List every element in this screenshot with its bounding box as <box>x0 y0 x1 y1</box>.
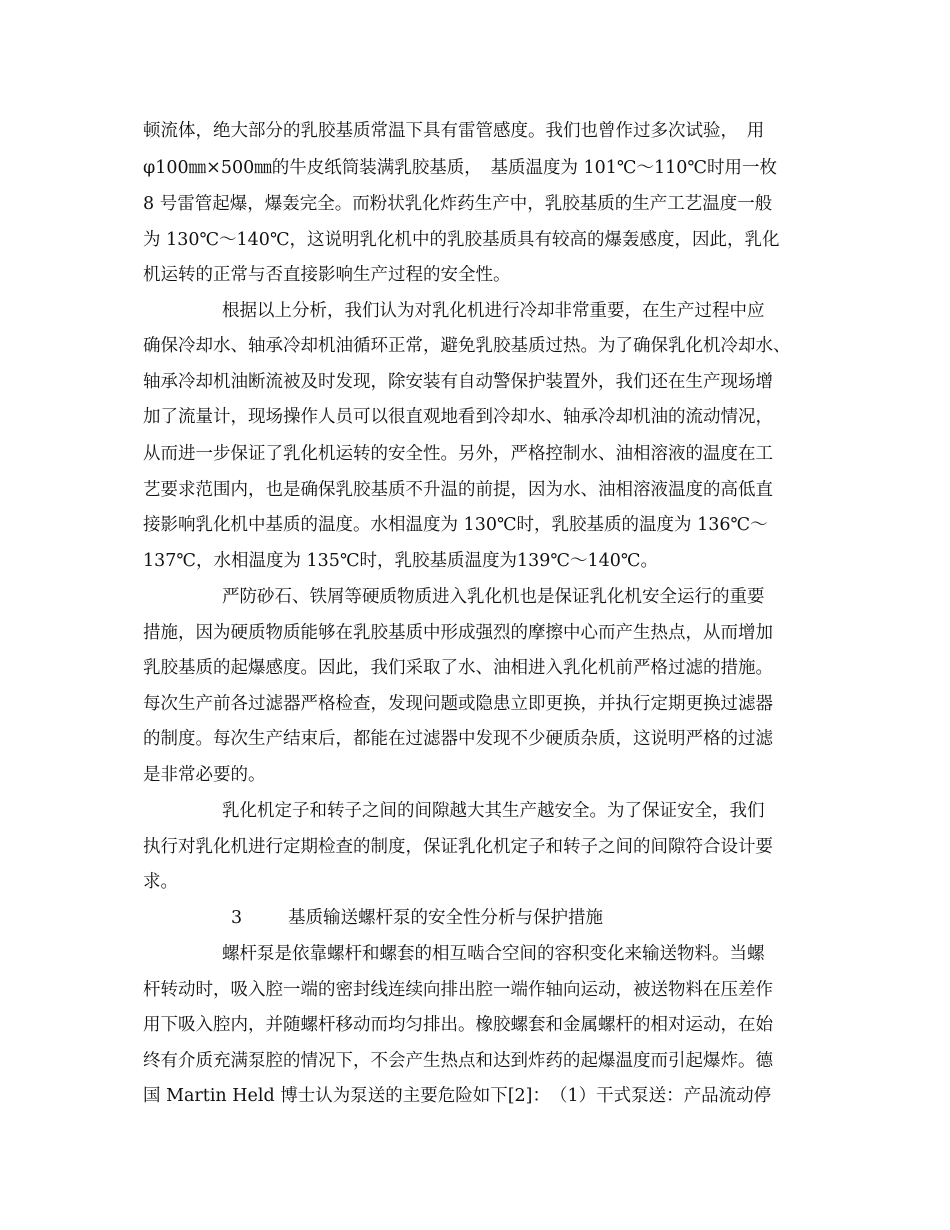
text-line: 艺要求范围内，也是确保乳胶基质不升温的前提，因为水、油相溶液温度的高低直 <box>143 480 773 500</box>
text-line: 根据以上分析，我们认为对乳化机进行冷却非常重要，在生产过程中应 <box>222 301 765 321</box>
text-line: 的制度。每次生产结束后，都能在过滤器中发现不少硬质杂质，这说明严格的过滤 <box>143 729 773 749</box>
text-line: 顿流体，绝大部分的乳胶基质常温下具有雷管感度。我们也曾作过多次试验， 用 <box>143 121 765 141</box>
text-line: 每次生产前各过滤器严格检查，发现问题或隐患立即更换，并执行定期更换过滤器 <box>143 694 773 714</box>
text-line: 为 130℃～140℃，这说明乳化机中的乳胶基质具有较高的爆轰感度，因此，乳化 <box>143 230 780 250</box>
text-line: 137℃，水相温度为 135℃时，乳胶基质温度为139℃～140℃。 <box>143 551 658 571</box>
section-title: 基质输送螺杆泵的安全性分析与保护措施 <box>288 908 603 928</box>
text-line: 是非常必要的。 <box>143 765 266 785</box>
text-line: 求。 <box>143 872 178 892</box>
text-line: 终有介质充满泵腔的情况下，不会产生热点和达到炸药的起爆温度而引起爆炸。德 <box>143 1051 773 1071</box>
text-line: 轴承冷却机油断流被及时发现，除安装有自动警保护装置外，我们还在生产现场增 <box>143 372 773 392</box>
text-line: 用下吸入腔内，并随螺杆移动而均匀排出。橡胶螺套和金属螺杆的相对运动，在始 <box>143 1015 773 1035</box>
section-number: 3 <box>231 908 243 928</box>
text-line: 螺杆泵是依靠螺杆和螺套的相互啮合空间的容积变化来输送物料。当螺 <box>222 944 765 964</box>
text-line: 加了流量计，现场操作人员可以很直观地看到冷却水、轴承冷却机油的流动情况， <box>143 407 773 427</box>
text-line: 8 号雷管起爆，爆轰完全。而粉状乳化炸药生产中，乳胶基质的生产工艺温度一般 <box>143 194 773 214</box>
text-line: 确保冷却水、轴承冷却机油循环正常，避免乳胶基质过热。为了确保乳化机冷却水、 <box>143 336 791 356</box>
text-line: 乳化机定子和转子之间的间隙越大其生产越安全。为了保证安全，我们 <box>222 801 765 821</box>
text-line: 国 Martin Held 博士认为泵送的主要危险如下[2]： （1）干式泵送：产品流动停 <box>143 1086 772 1106</box>
text-line: 机运转的正常与否直接影响生产过程的安全性。 <box>143 265 511 285</box>
text-line: 乳胶基质的起爆感度。因此，我们采取了水、油相进入乳化机前严格过滤的措施。 <box>143 658 773 678</box>
text-line: 措施，因为硬质物质能够在乳胶基质中形成强烈的摩擦中心而产生热点，从而增加 <box>143 623 773 643</box>
text-line: 杆转动时，吸入腔一端的密封线连续向排出腔一端作轴向运动，被送物料在压差作 <box>143 980 773 1000</box>
text-line: 从而进一步保证了乳化机运转的安全性。另外，严格控制水、油相溶液的温度在工 <box>143 444 773 464</box>
text-line: 严防砂石、铁屑等硬质物质进入乳化机也是保证乳化机安全运行的重要 <box>222 587 765 607</box>
text-line: 执行对乳化机进行定期检查的制度，保证乳化机定子和转子之间的间隙符合设计要 <box>143 837 773 857</box>
text-line: 接影响乳化机中基质的温度。水相温度为 130℃时，乳胶基质的温度为 136℃～ <box>143 515 768 535</box>
text-line: φ100㎜×500㎜的牛皮纸筒装满乳胶基质， 基质温度为 101℃～110℃时用一枚 <box>143 158 777 178</box>
